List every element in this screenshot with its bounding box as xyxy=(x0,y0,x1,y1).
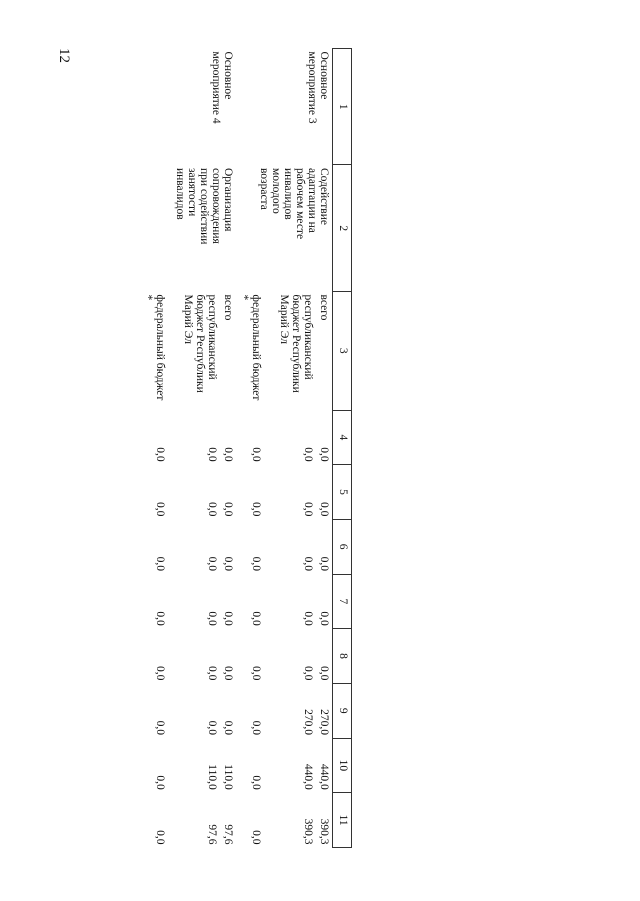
value-cell: 0,0 xyxy=(250,447,262,462)
value-cell: 390,3 xyxy=(318,818,330,845)
value-cell: 0,0 xyxy=(318,501,330,517)
value-cell: 0,0 xyxy=(250,830,262,845)
value-cell: 0,0 xyxy=(154,447,166,462)
funding-source: республиканский бюджет Республики Марий Эл xyxy=(182,294,218,393)
measure-name-line: адаптации на xyxy=(306,167,318,233)
col-header-5: 5 xyxy=(333,465,352,520)
measure-name-line: возраста xyxy=(258,167,270,210)
value-cell: 0,0 xyxy=(154,665,166,681)
value-cell: 0,0 xyxy=(154,720,166,736)
col-header-7: 7 xyxy=(333,574,352,629)
funding-source: республиканский бюджет Республики Марий Эл xyxy=(278,294,314,393)
col-header-4: 4 xyxy=(333,410,352,465)
value-cell: 97,6 xyxy=(222,824,234,845)
value-cell: 97,6 xyxy=(206,824,218,845)
measure-name xyxy=(140,165,236,292)
value-cell: 0,0 xyxy=(222,501,234,517)
value-cell: 0,0 xyxy=(302,501,314,517)
value-cell: 0,0 xyxy=(222,720,234,736)
col-header-11: 11 xyxy=(333,793,352,848)
value-cell: 0,0 xyxy=(250,556,262,572)
value-cell: 0,0 xyxy=(154,775,166,790)
measure-name-line: рабочем месте xyxy=(294,167,306,240)
value-cell: 0,0 xyxy=(318,556,330,572)
table-row xyxy=(316,49,333,848)
col-header-8: 8 xyxy=(333,629,352,684)
col-header-3: 3 xyxy=(333,292,352,410)
value-cell: 0,0 xyxy=(154,611,166,626)
value-cell: 0,0 xyxy=(206,665,218,681)
value-cell: 0,0 xyxy=(318,665,330,681)
value-cell: 0,0 xyxy=(250,720,262,736)
value-cell: 0,0 xyxy=(154,830,166,845)
funding-source: всего xyxy=(222,294,234,321)
col-header-1: 1 xyxy=(333,49,352,165)
measure-name-line: сопровождения xyxy=(210,167,222,244)
value-cell: 0,0 xyxy=(206,720,218,736)
col-header-2: 2 xyxy=(333,165,352,292)
measure-name-line: Организация xyxy=(222,167,234,232)
col-header-6: 6 xyxy=(333,519,352,574)
value-cell: 0,0 xyxy=(250,611,262,626)
value-cell: 0,0 xyxy=(302,665,314,681)
measure-code: Основное мероприятие 3 xyxy=(306,51,330,124)
col-header-10: 10 xyxy=(333,738,352,793)
rotated-table-container xyxy=(92,48,352,848)
value-cell: 110,0 xyxy=(206,764,218,790)
value-cell: 270,0 xyxy=(318,709,330,736)
value-cell: 0,0 xyxy=(206,447,218,462)
funding-source: всего xyxy=(318,294,330,321)
value-cell: 0,0 xyxy=(154,501,166,517)
value-cell: 0,0 xyxy=(302,447,314,462)
table-body xyxy=(140,49,333,848)
value-cell: 0,0 xyxy=(222,447,234,462)
value-cell: 0,0 xyxy=(222,556,234,572)
measure-name-line: инвалидов xyxy=(174,167,186,220)
value-cell: 0,0 xyxy=(318,611,330,626)
measure-name-line: инвалидов xyxy=(282,167,294,220)
value-cell: 0,0 xyxy=(222,611,234,626)
value-cell: 0,0 xyxy=(206,556,218,572)
value-cell: 0,0 xyxy=(250,665,262,681)
funding-source: федеральный бюджет * xyxy=(142,294,166,401)
measure-name-line: Содействие xyxy=(318,167,330,225)
value-cell: 0,0 xyxy=(154,556,166,572)
value-cell: 390,3 xyxy=(302,818,314,845)
page-number: 12 xyxy=(56,48,72,63)
value-cell: 0,0 xyxy=(206,611,218,626)
col-header-9: 9 xyxy=(333,683,352,738)
value-cell: 0,0 xyxy=(318,447,330,462)
value-cell: 0,0 xyxy=(302,611,314,626)
value-cell: 440,0 xyxy=(318,763,330,790)
value-cell: 0,0 xyxy=(250,775,262,790)
budget-table xyxy=(140,48,352,848)
measure-code: Основное мероприятие 4 xyxy=(210,51,234,124)
funding-source: федеральный бюджет * xyxy=(238,294,262,401)
value-cell: 0,0 xyxy=(302,556,314,572)
measure-name-line: молодого xyxy=(270,167,282,214)
header-row xyxy=(333,49,352,848)
table-row xyxy=(220,49,236,848)
measure-name-line: при содействии xyxy=(198,167,210,245)
value-cell: 0,0 xyxy=(250,501,262,517)
value-cell: 440,0 xyxy=(302,763,314,790)
value-cell: 110,0 xyxy=(222,764,234,790)
value-cell: 270,0 xyxy=(302,709,314,736)
measure-name xyxy=(236,165,333,292)
measure-name-line: занятости xyxy=(186,167,198,217)
value-cell: 0,0 xyxy=(222,665,234,681)
value-cell: 0,0 xyxy=(206,501,218,517)
